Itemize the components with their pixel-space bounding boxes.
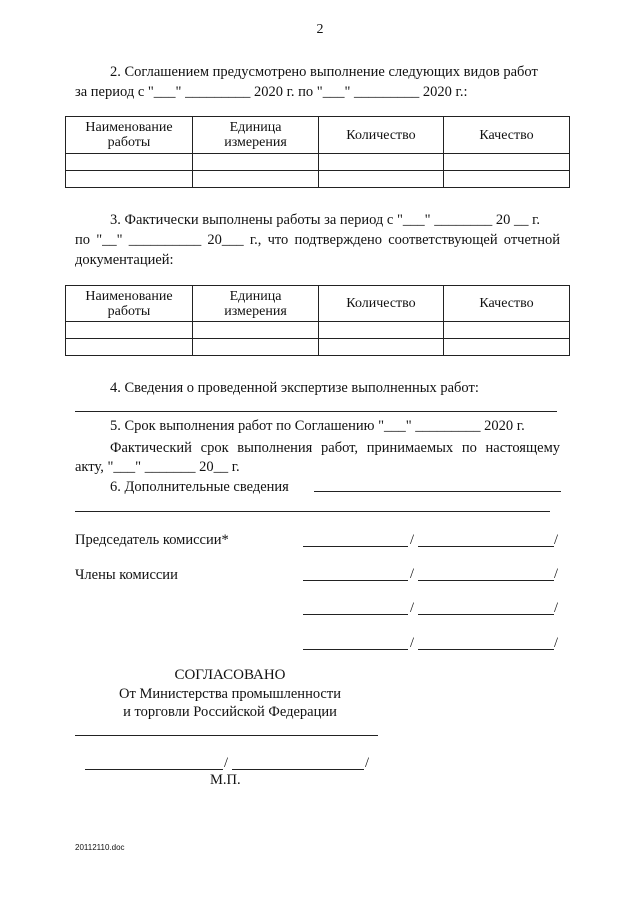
planned-works-table bbox=[65, 116, 570, 188]
slash-separator: / bbox=[410, 635, 415, 651]
chairman-name-line bbox=[418, 546, 554, 547]
table-header-row bbox=[66, 286, 570, 322]
header-work-name: Наименование работы bbox=[66, 286, 193, 322]
section-2-line-2: за период с "___" _________ 2020 г. по "___" _________ 2020 г.: bbox=[75, 84, 468, 100]
section-5-line-1: 5. Срок выполнения работ по Соглашению "___" _________ 2020 г. bbox=[110, 418, 525, 434]
section-4-line-1: 4. Сведения о проведенной экспертизе выполненных работ: bbox=[110, 380, 479, 396]
approval-signature-line bbox=[85, 769, 223, 770]
section-2-line-1: 2. Соглашением предусмотрено выполнение следующих видов работ bbox=[110, 64, 538, 80]
member-2-signature-line bbox=[303, 614, 408, 615]
table-row bbox=[66, 154, 570, 171]
slash-separator: / bbox=[224, 755, 229, 771]
slash-separator: / bbox=[554, 635, 559, 651]
member-1-name-line bbox=[418, 580, 554, 581]
table-row bbox=[66, 339, 570, 356]
approval-name-line bbox=[232, 769, 364, 770]
actual-works-table bbox=[65, 285, 570, 356]
section-3-line-3: документацией: bbox=[75, 252, 174, 268]
section-3-line-1: 3. Фактически выполнены работы за период с "___" ________ 20 __ г. bbox=[110, 212, 541, 228]
header-unit: Единица измерения bbox=[193, 286, 319, 322]
member-1-signature-line bbox=[303, 580, 408, 581]
approval-line-2: и торговли Российской Федерации bbox=[123, 704, 337, 720]
members-label: Члены комиссии bbox=[75, 567, 178, 583]
header-quality: Качество bbox=[444, 286, 570, 322]
chairman-label: Председатель комиссии* bbox=[75, 532, 229, 548]
additional-info-line-1 bbox=[314, 491, 561, 492]
slash-separator: / bbox=[410, 600, 415, 616]
doc-code: 20112110.doc bbox=[75, 843, 125, 852]
seal-label: М.П. bbox=[210, 772, 241, 788]
member-3-signature-line bbox=[303, 649, 408, 650]
approval-line-1: От Министерства промышленности bbox=[119, 686, 341, 702]
member-2-name-line bbox=[418, 614, 554, 615]
slash-separator: / bbox=[410, 532, 415, 548]
table-row bbox=[66, 171, 570, 188]
slash-separator: / bbox=[365, 755, 370, 771]
approval-blank-line bbox=[75, 735, 378, 736]
page-number: 2 bbox=[316, 22, 324, 37]
slash-separator: / bbox=[554, 566, 559, 582]
table-header-row bbox=[66, 117, 570, 154]
slash-separator: / bbox=[554, 532, 559, 548]
section-6-label: 6. Дополнительные сведения bbox=[110, 479, 289, 495]
header-quantity: Количество bbox=[319, 286, 444, 322]
section-5-line-3: акту, "___" _______ 20__ г. bbox=[75, 459, 240, 475]
slash-separator: / bbox=[410, 566, 415, 582]
section-3-line-2: по "__" __________ 20___ г., что подтверждено соответствующей отчетной bbox=[75, 232, 560, 248]
additional-info-line-2 bbox=[75, 511, 550, 512]
member-3-name-line bbox=[418, 649, 554, 650]
approval-title: СОГЛАСОВАНО bbox=[174, 667, 286, 683]
header-quality: Качество bbox=[444, 117, 570, 154]
expertise-blank-line bbox=[75, 411, 557, 412]
chairman-signature-line bbox=[303, 546, 408, 547]
header-unit: Единица измерения bbox=[193, 117, 319, 154]
section-5-line-2: Фактический срок выполнения работ, принимаемых по настоящему bbox=[110, 440, 560, 456]
header-work-name: Наименование работы bbox=[66, 117, 193, 154]
slash-separator: / bbox=[554, 600, 559, 616]
header-quantity: Количество bbox=[319, 117, 444, 154]
table-row bbox=[66, 322, 570, 339]
